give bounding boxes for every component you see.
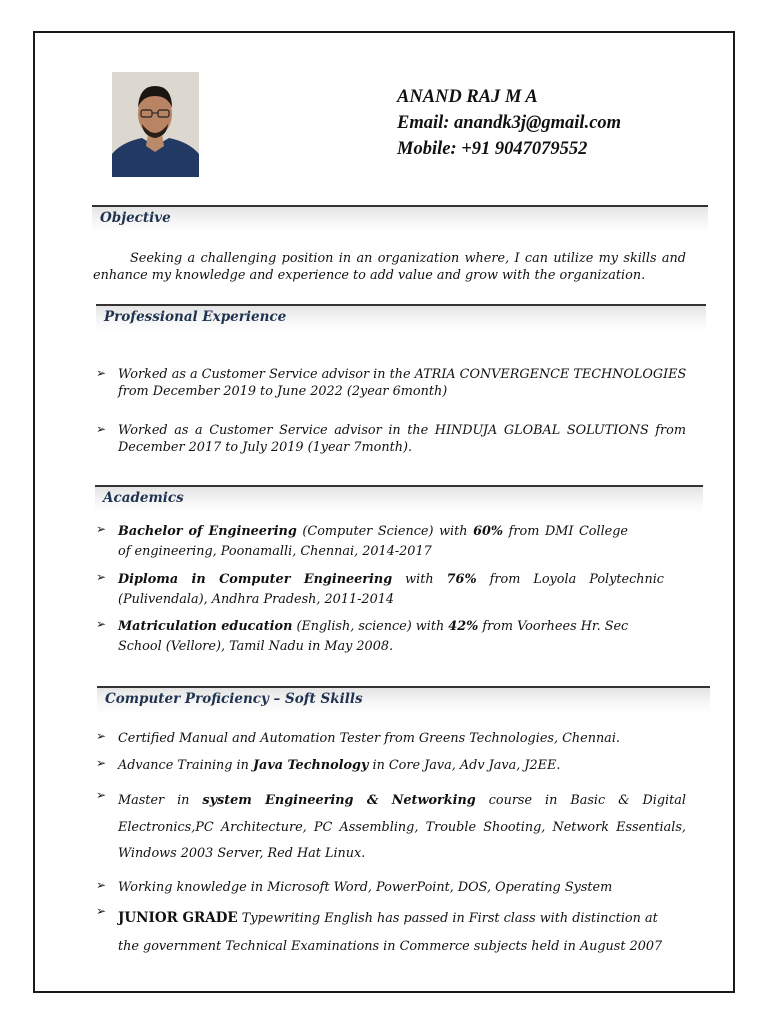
person-photo-icon bbox=[112, 72, 199, 177]
experience-line: December 2017 to July 2019 (1year 7month). bbox=[118, 440, 413, 455]
academics-heading: Academics bbox=[103, 490, 184, 506]
objective-heading: Objective bbox=[100, 210, 171, 226]
experience-item bbox=[96, 422, 686, 456]
arrow-bullet-icon: ➢ bbox=[96, 617, 107, 631]
arrow-bullet-icon: ➢ bbox=[96, 878, 107, 892]
experience-item bbox=[96, 366, 686, 400]
arrow-bullet-icon: ➢ bbox=[96, 729, 107, 743]
arrow-bullet-icon: ➢ bbox=[96, 788, 107, 802]
degree-title: Bachelor of Engineering bbox=[118, 524, 297, 539]
skill-highlight: Java Technology bbox=[252, 758, 369, 773]
experience-line: Worked as a Customer Service advisor in the ATRIA CONVERGENCE TECHNOLOGIES bbox=[118, 367, 687, 382]
objective-section-bar bbox=[92, 205, 708, 233]
degree-title: Matriculation education bbox=[118, 619, 293, 634]
academic-item: ➢ Bachelor of Engineering (Computer Science) with 60% from DMI College of engineering, Poonamalli, Chennai, 2014-2017 bbox=[96, 522, 628, 559]
academic-item: ➢ Diploma in Computer Engineering with 76% from Loyola Polytechnic (Pulivendala), Andhra Pradesh, 2011-2014 bbox=[96, 570, 664, 607]
arrow-bullet-icon: ➢ bbox=[96, 756, 107, 770]
degree-title: Diploma in Computer Engineering bbox=[118, 572, 393, 587]
skills-heading: Computer Proficiency – Soft Skills bbox=[105, 691, 363, 707]
skill-item: ➢ Advance Training in Java Technology in Core Java, Adv Java, J2EE. bbox=[96, 756, 561, 773]
candidate-name: ANAND RAJ M A bbox=[397, 87, 538, 107]
percentage: 42% bbox=[448, 619, 479, 634]
mobile-line: Mobile: +91 9047079552 bbox=[397, 139, 588, 159]
arrow-bullet-icon: ➢ bbox=[96, 522, 107, 536]
email-line[interactable]: Email: anandk3j@gmail.com bbox=[397, 113, 622, 133]
percentage: 76% bbox=[446, 572, 477, 587]
experience-line: Worked as a Customer Service advisor in the HINDUJA GLOBAL SOLUTIONS from bbox=[118, 423, 686, 438]
arrow-bullet-icon: ➢ bbox=[96, 422, 107, 436]
skill-item: ➢ Working knowledge in Microsoft Word, PowerPoint, DOS, Operating System bbox=[96, 878, 613, 895]
skill-highlight: JUNIOR GRADE bbox=[118, 910, 238, 926]
experience-heading: Professional Experience bbox=[104, 309, 287, 325]
arrow-bullet-icon: ➢ bbox=[96, 366, 107, 380]
arrow-bullet-icon: ➢ bbox=[96, 570, 107, 584]
arrow-bullet-icon: ➢ bbox=[96, 904, 107, 918]
contact-header bbox=[397, 84, 621, 162]
skills-section-bar bbox=[97, 686, 710, 714]
skill-item: ➢ Master in system Engineering & Networking course in Basic & Digital Electronics,PC Architecture, PC Assembling, Trouble Shooting, Network Essentials, Windows 2003 Server, Red Hat Linux. bbox=[96, 788, 686, 861]
profile-photo bbox=[112, 72, 199, 177]
skill-item: ➢ Certified Manual and Automation Tester from Greens Technologies, Chennai. bbox=[96, 729, 620, 746]
percentage: 60% bbox=[473, 524, 504, 539]
skill-item: ➢ JUNIOR GRADE Typewriting English has passed in First class with distinction at the government Technical Examinations in Commerce subjects held in August 2007 bbox=[96, 904, 663, 954]
academics-section-bar bbox=[95, 485, 703, 513]
academic-item: ➢ Matriculation education (English, science) with 42% from Voorhees Hr. Sec School (Vellore), Tamil Nadu in May 2008. bbox=[96, 617, 629, 654]
experience-line: from December 2019 to June 2022 (2year 6month) bbox=[118, 384, 448, 399]
skill-highlight: system Engineering & Networking bbox=[202, 793, 476, 808]
objective-text: Seeking a challenging position in an organization where, I can utilize my skills and enhance my knowledge and experience to add value and grow with the organization. bbox=[93, 251, 686, 283]
experience-section-bar bbox=[96, 304, 706, 332]
